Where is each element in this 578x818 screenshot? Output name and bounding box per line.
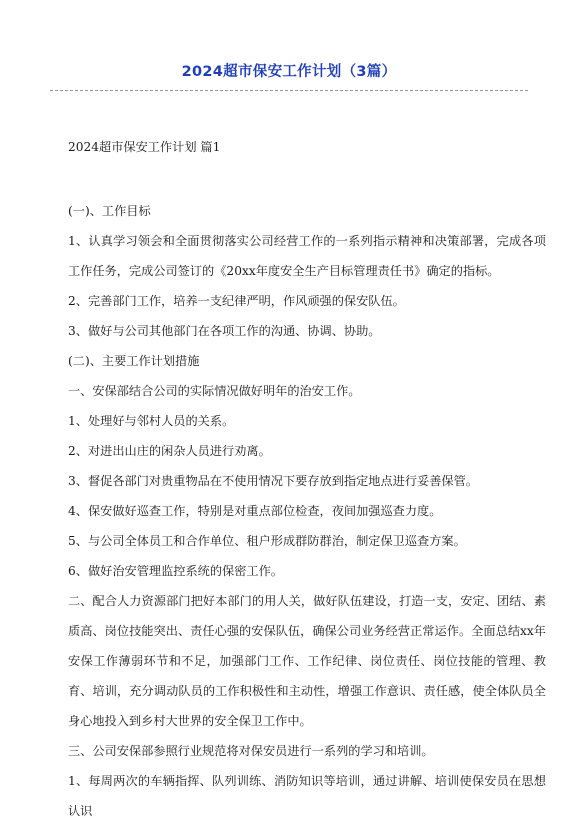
paragraph: 三、公司安保部参照行业规范将对保安员进行一系列的学习和培训。 (68, 744, 434, 758)
document-title: 2024超市保安工作计划（3篇） (181, 64, 397, 80)
paragraph: 3、督促各部门对贵重物品在不使用情况下要存放到指定地点进行妥善保管。 (68, 474, 478, 488)
paragraph: 1、处理好与邻村人员的关系。 (68, 414, 235, 428)
paragraph: 2、完善部门工作，培养一支纪律严明，作风顽强的保安队伍。 (68, 294, 405, 308)
paragraph: (一)、工作目标 (68, 204, 151, 218)
paragraph: (二)、主要工作计划措施 (68, 354, 200, 368)
document-body (68, 132, 546, 818)
paragraph: 5、与公司全体员工和合作单位、租户形成群防群治，制定保卫巡查方案。 (68, 534, 466, 548)
section-heading: 2024超市保安工作计划 篇1 (68, 140, 221, 154)
title-divider (50, 90, 528, 91)
paragraph: 1、认真学习领会和全面贯彻落实公司经营工作的一系列指示精神和决策部署，完成各项工作任务，完成公司签订的《20xx年度安全生产目标管理责任书》确定的指标。 (68, 234, 546, 278)
paragraph: 一、安保部结合公司的实际情况做好明年的治安工作。 (68, 384, 361, 398)
paragraph: 6、做好治安管理监控系统的保密工作。 (68, 564, 283, 578)
paragraph: 4、保安做好巡查工作，特别是对重点部位检查，夜间加强巡查力度。 (68, 504, 442, 518)
paragraph: 1、每周两次的车辆指挥、队列训练、消防知识等培训，通过讲解、培训使保安员在思想认识 (68, 774, 546, 818)
paragraph: 二、配合人力资源部门把好本部门的用人关，做好队伍建设，打造一支，安定、团结、素质高、岗位技能突出、责任心强的安保队伍，确保公司业务经营正常运作。全面总结xx年安保工作薄弱环节和不足，加强部门工作、工作纪律、岗位责任、岗位技能的管理、教育、培训，充分调动队员的工作积极性和主动性，增强工作意识、责任感，使全体队员全身心地投入到乡村大世界的安全保卫工作中。 (68, 594, 546, 728)
paragraph: 2、对进出山庄的闲杂人员进行劝离。 (68, 444, 271, 458)
paragraph: 3、做好与公司其他部门在各项工作的沟通、协调、协助。 (68, 324, 381, 338)
